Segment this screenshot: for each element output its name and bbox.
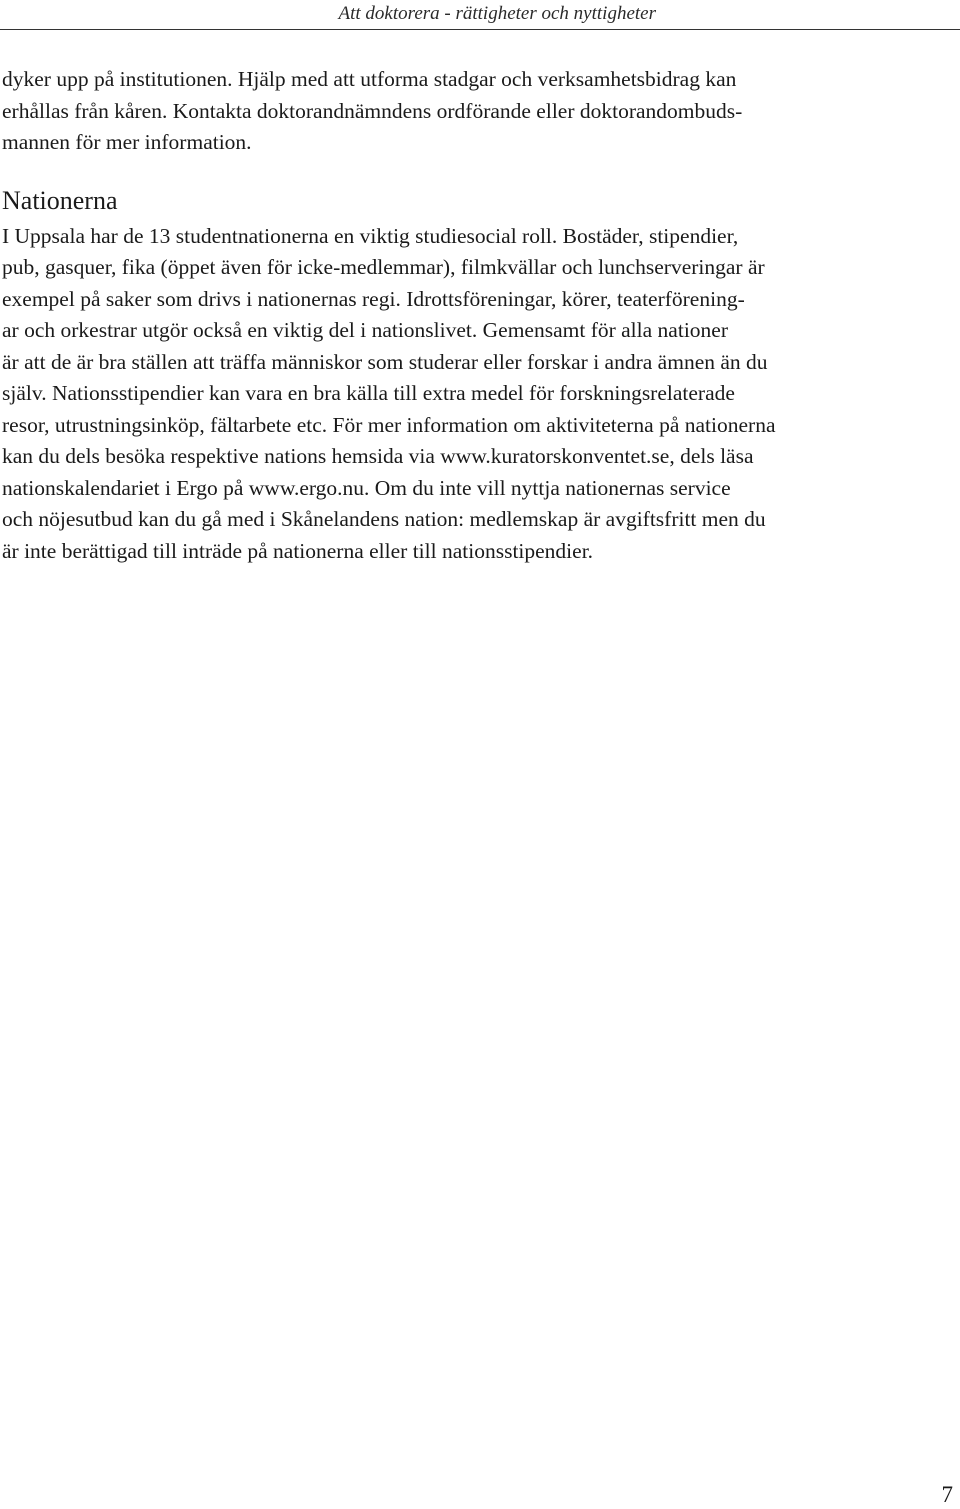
text-line: mannen för mer information. <box>2 130 252 154</box>
intro-paragraph <box>2 64 937 159</box>
page-body <box>2 64 937 567</box>
running-header-title: Att doktorera - rättigheter och nyttigheter <box>338 3 656 24</box>
page-number: 7 <box>941 1482 953 1507</box>
text-line: nationskalendariet i Ergo på www.ergo.nu. Om du inte vill nyttja nationernas service <box>2 475 731 500</box>
text-line: exempel på saker som drivs i nationernas regi. Idrottsföreningar, körer, teaterförening- <box>2 286 745 311</box>
text-line: I Uppsala har de 13 studentnationerna en viktig studiesocial roll. Bostäder, stipendier, <box>2 223 739 248</box>
text-line: ar och orkestrar utgör också en viktig del i nationslivet. Gemensamt för alla nationer <box>2 318 728 342</box>
text-line: själv. Nationsstipendier kan vara en bra källa till extra medel för forskningsrelaterade <box>2 381 735 405</box>
text-line: är att de är bra ställen att träffa människor som studerar eller forskar i andra ämnen än du <box>2 349 768 374</box>
text-line: resor, utrustningsinköp, fältarbete etc. För mer information om aktiviteterna på nationerna <box>2 412 776 437</box>
text-line: pub, gasquer, fika (öppet även för icke-medlemmar), filmkvällar och lunchserveringar är <box>2 255 765 279</box>
text-line: är inte berättigad till inträde på nationerna eller till nationsstipendier. <box>2 538 594 563</box>
text-line: och nöjesutbud kan du gå med i Skånelandens nation: medlemskap är avgiftsfritt men du <box>2 507 766 531</box>
header-rule <box>0 29 960 30</box>
section-heading: Nationerna <box>2 185 118 215</box>
text-line: kan du dels besöka respektive nations hemsida via www.kuratorskonventet.se, dels läsa <box>2 444 754 468</box>
text-line: dyker upp på institutionen. Hjälp med att utforma stadgar och verksamhetsbidrag kan <box>2 67 737 91</box>
text-line: erhållas från kåren. Kontakta doktorandnämndens ordförande eller doktorandombuds- <box>2 98 743 123</box>
running-header <box>0 0 960 30</box>
nationer-paragraph <box>2 221 937 568</box>
